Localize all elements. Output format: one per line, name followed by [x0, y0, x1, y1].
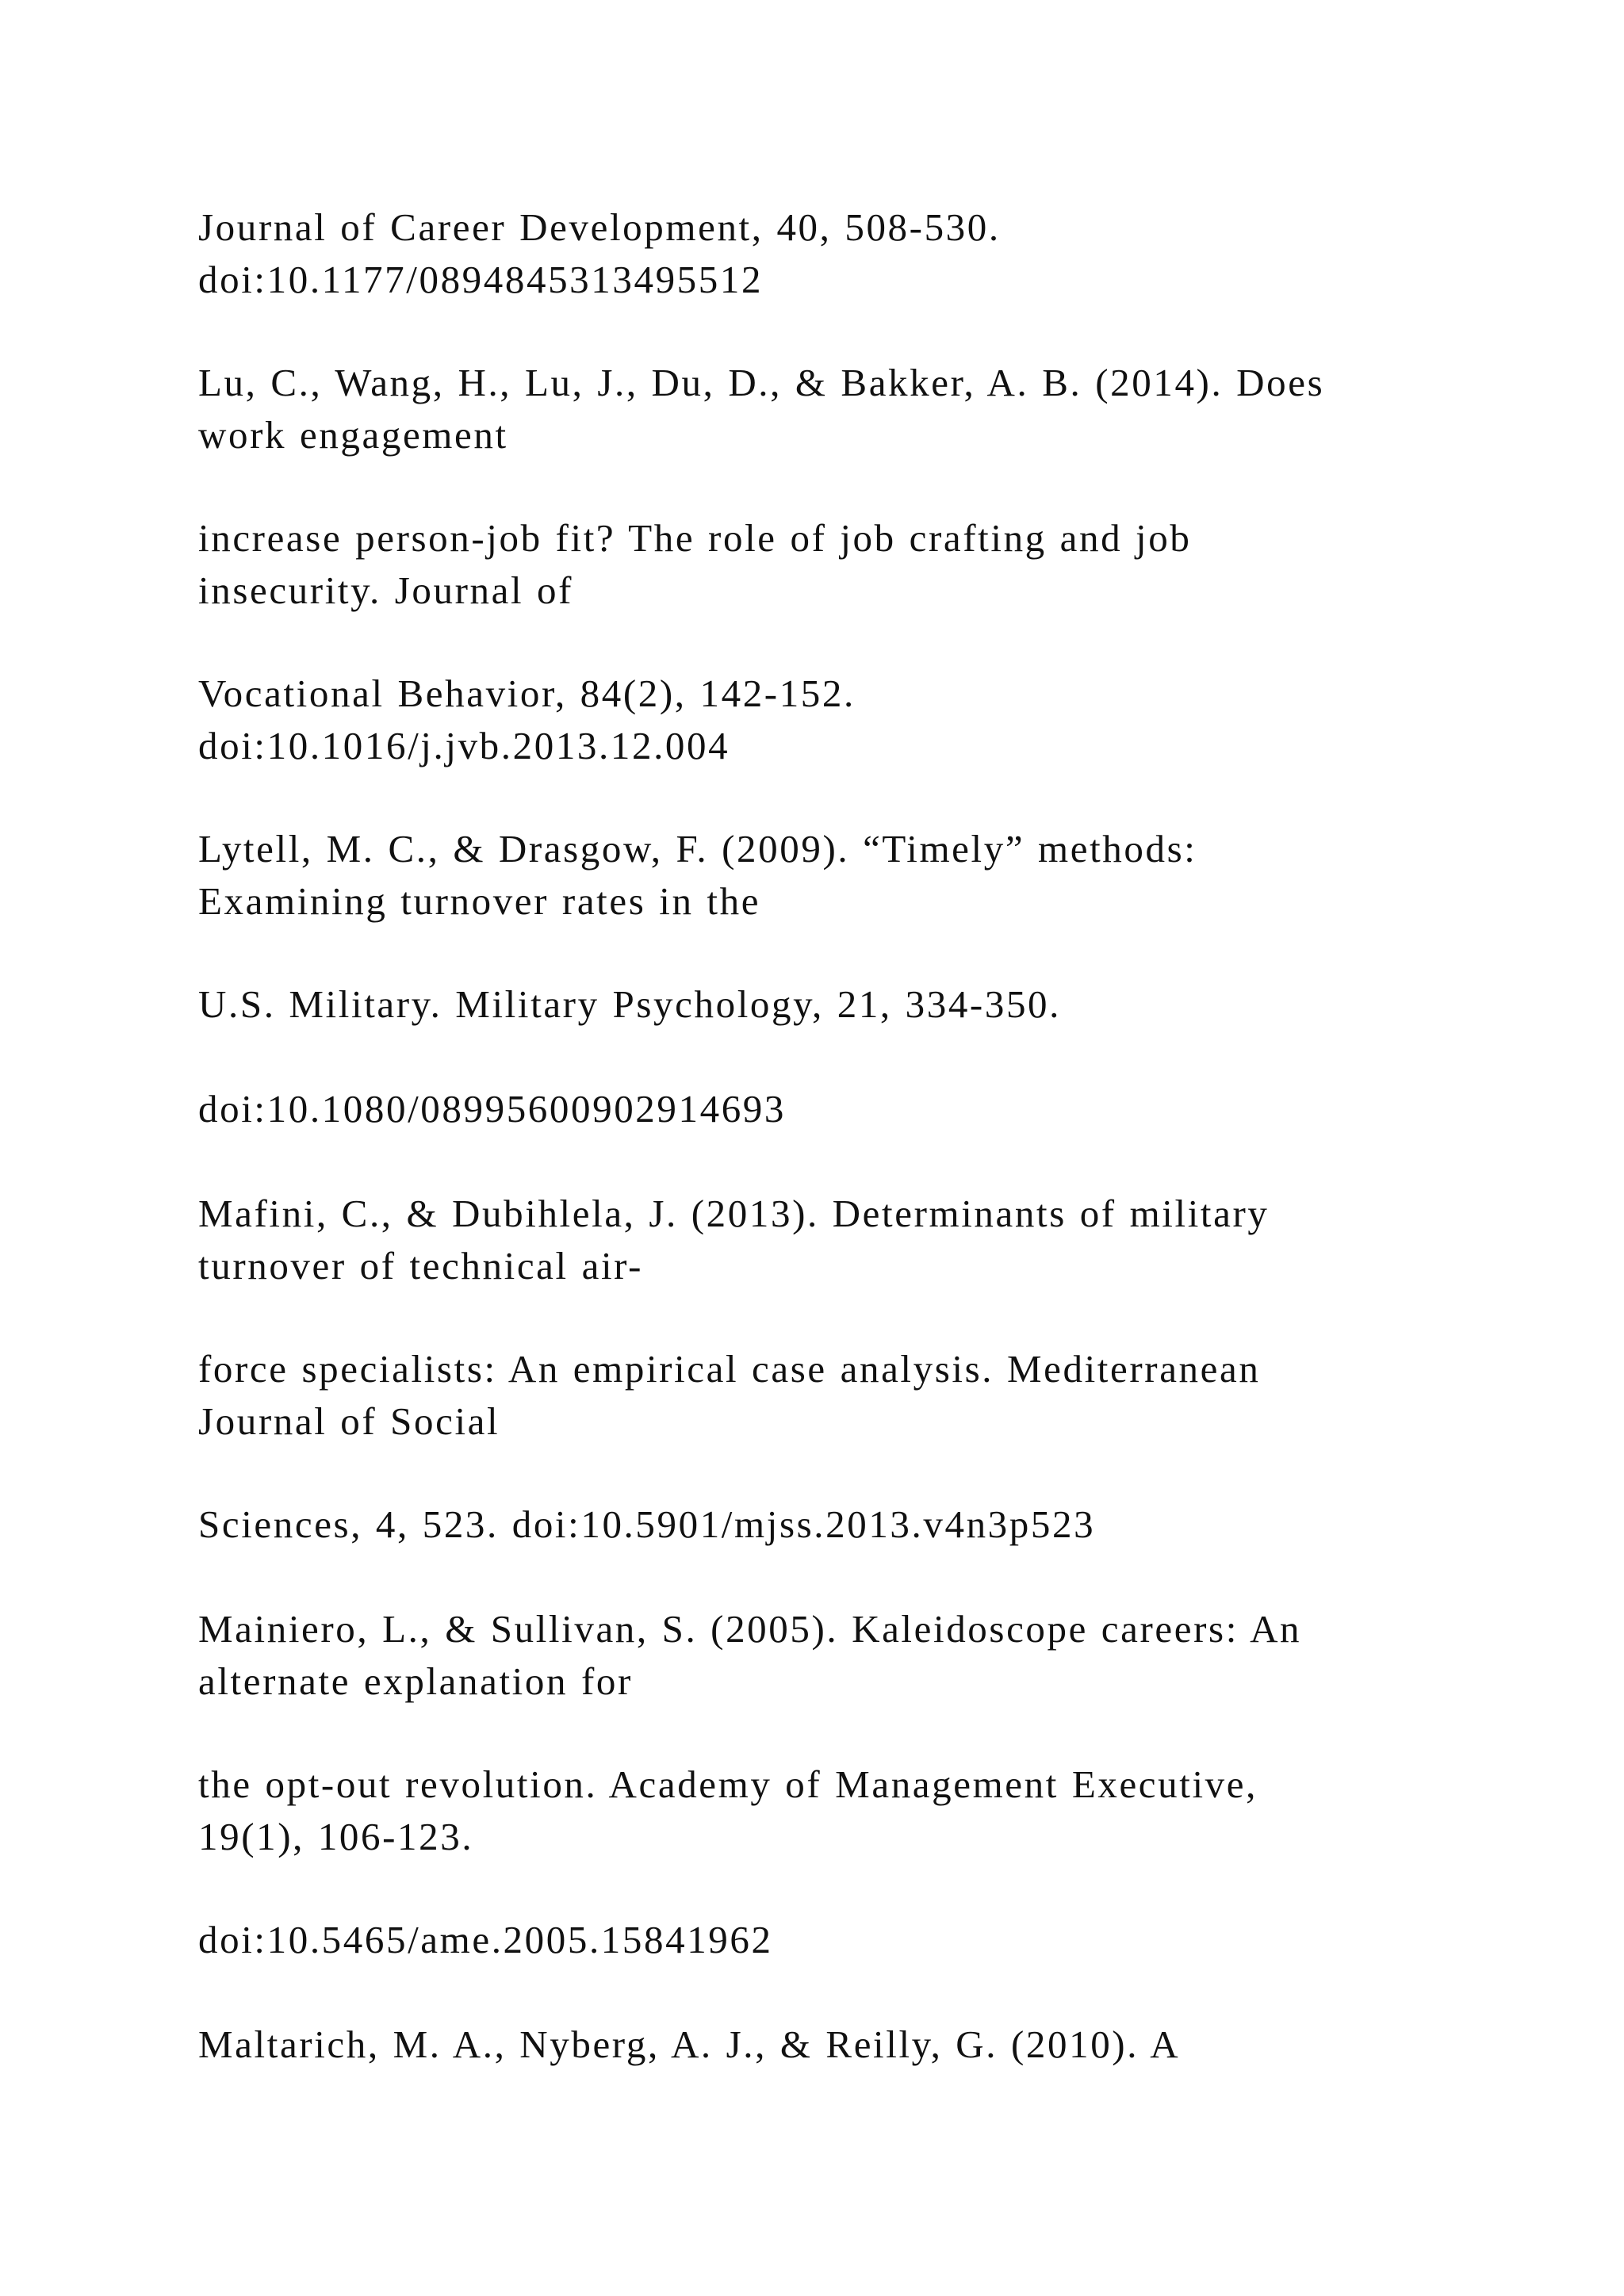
text-line: Mafini, C., & Dubihlela, J. (2013). Determinants of military — [198, 1192, 1270, 1235]
reference-text-block — [198, 1758, 1507, 1863]
text-line: 19(1), 106-123. — [198, 1815, 474, 1858]
reference-text-block — [198, 978, 1507, 1031]
reference-text-block — [198, 1343, 1507, 1448]
text-line: Lu, C., Wang, H., Lu, J., Du, D., & Bakker, A. B. (2014). Does — [198, 361, 1325, 404]
text-line: the opt-out revolution. Academy of Management Executive, — [198, 1762, 1258, 1806]
text-line: U.S. Military. Military Psychology, 21, 334-350. — [198, 982, 1062, 1026]
text-line: Journal of Social — [198, 1399, 500, 1443]
reference-text-block — [198, 1083, 1507, 1135]
text-line: alternate explanation for — [198, 1659, 633, 1703]
reference-text-block — [198, 512, 1507, 617]
text-line: Examining turnover rates in the — [198, 879, 761, 923]
text-line: Sciences, 4, 523. doi:10.5901/mjss.2013.v4n3p523 — [198, 1502, 1096, 1546]
reference-text-block — [198, 668, 1507, 772]
reference-text-block — [198, 1188, 1507, 1292]
reference-text-block — [198, 201, 1507, 306]
text-line: doi:10.1016/j.jvb.2013.12.004 — [198, 724, 730, 767]
text-line: Vocational Behavior, 84(2), 142-152. — [198, 672, 856, 715]
text-line: force specialists: An empirical case analysis. Mediterranean — [198, 1347, 1261, 1391]
reference-text-block — [198, 1603, 1507, 1708]
text-line: doi:10.1177/0894845313495512 — [198, 258, 764, 301]
text-line: Mainiero, L., & Sullivan, S. (2005). Kaleidoscope careers: An — [198, 1607, 1302, 1651]
reference-text-block — [198, 823, 1507, 928]
reference-text-block — [198, 1914, 1507, 1966]
reference-text-block — [198, 2019, 1507, 2071]
reference-text-block — [198, 1498, 1507, 1551]
text-line: Lytell, M. C., & Drasgow, F. (2009). “Timely” methods: — [198, 827, 1197, 871]
text-line: work engagement — [198, 413, 508, 457]
text-line: increase person-job fit? The role of job crafting and job — [198, 516, 1192, 560]
reference-text-block — [198, 357, 1507, 461]
text-line: doi:10.5465/ame.2005.15841962 — [198, 1918, 773, 1961]
text-line: turnover of technical air- — [198, 1244, 644, 1288]
text-line: Journal of Career Development, 40, 508-530. — [198, 205, 1001, 249]
text-line: Maltarich, M. A., Nyberg, A. J., & Reilly, G. (2010). A — [198, 2022, 1181, 2066]
text-line: doi:10.1080/08995600902914693 — [198, 1087, 786, 1131]
text-line: insecurity. Journal of — [198, 568, 574, 612]
